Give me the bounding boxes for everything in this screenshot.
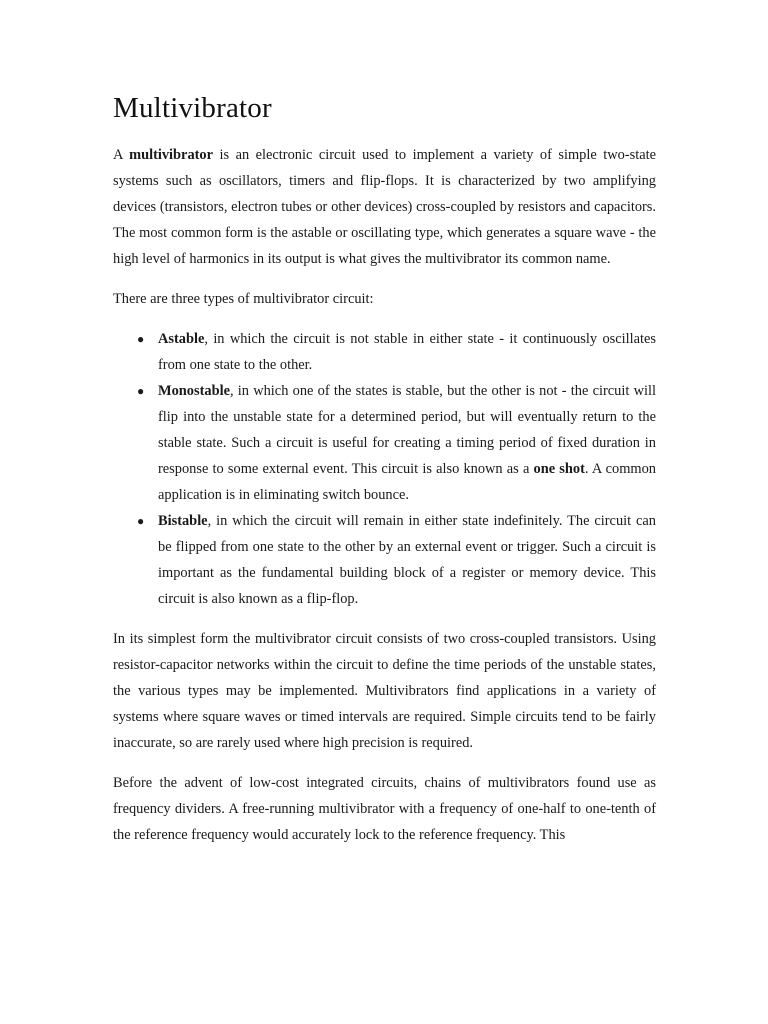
- list-item-astable: [113, 326, 656, 378]
- astable-text: , in which the circuit is not stable in either state - it continuously oscillates from one state to the other.: [158, 331, 656, 373]
- list-item-bistable: [113, 508, 656, 612]
- monostable-alias: one shot: [533, 461, 585, 477]
- monostable-text: , in which one of the states is stable, but the other is not - the circuit will flip into the unstable state for a determined period, but will eventually return to the stable state. Such a circuit is useful for creating a timing period of fixed duration in response to some external event. This circuit is also known as a: [158, 383, 656, 477]
- bistable-text: , in which the circuit will remain in either state indefinitely. The circuit can be flipped from one state to the other by an external event or trigger. Such a circuit is important as the fundamental building block of a register or memory device. This circuit is also known as a flip-flop.: [158, 513, 656, 607]
- advent-paragraph: Before the advent of low-cost integrated circuits, chains of multivibrators found use as frequency dividers. A free-running multivibrator with a frequency of one-half to one-tenth of the reference frequency would accurately lock to the reference frequency. This: [113, 775, 656, 843]
- monostable-term: Monostable: [158, 383, 230, 399]
- document-page: [113, 88, 656, 862]
- astable-term: Astable: [158, 331, 205, 347]
- intro-rest: is an electronic circuit used to implement a variety of simple two-state systems such as oscillators, timers and flip-flops. It is characterized by two amplifying devices (transistors, electron tubes or other devices) cross-coupled by resistors and capacitors. The most common form is the astable or oscillating type, which generates a square wave - the high level of harmonics in its output is what gives the multivibrator its common name.: [113, 147, 656, 267]
- bistable-term: Bistable: [158, 513, 208, 529]
- intro-lead: A: [113, 147, 130, 163]
- intro-paragraph: [113, 142, 656, 272]
- types-list: [113, 326, 656, 612]
- intro-term: multivibrator: [129, 147, 214, 163]
- bullet-icon: ●: [137, 384, 145, 398]
- bullet-icon: ●: [137, 332, 145, 346]
- list-item-monostable: [113, 378, 656, 508]
- monostable-tail: . A common application is in eliminating switch bounce.: [158, 461, 656, 503]
- page-title: Multivibrator: [113, 92, 272, 124]
- bullet-icon: ●: [137, 514, 145, 528]
- simplest-form-paragraph: In its simplest form the multivibrator circuit consists of two cross-coupled transistors. Using resistor-capacitor networks within the circuit to define the time periods of the unstable states, the various types may be implemented. Multivibrators find applications in a variety of systems where square waves or timed intervals are required. Simple circuits tend to be fairly inaccurate, so are rarely used where high precision is required.: [113, 631, 656, 751]
- types-intro-paragraph: There are three types of multivibrator circuit:: [113, 291, 374, 307]
